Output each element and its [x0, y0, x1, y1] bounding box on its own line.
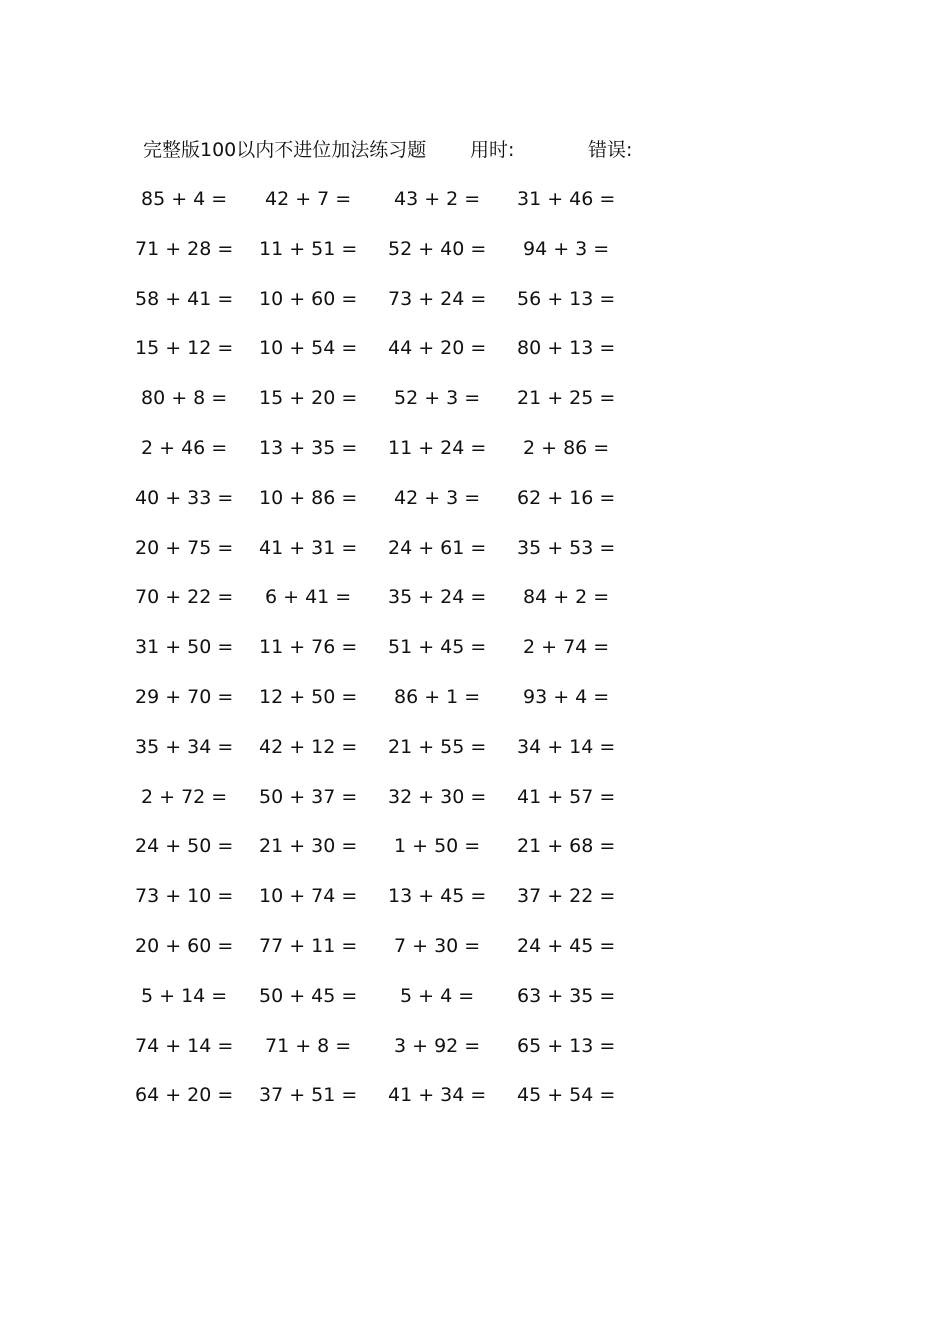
problem-cell: 10 + 86 =: [259, 486, 358, 509]
problem-cell: 13 + 45 =: [388, 885, 487, 908]
problem-cell: 52 + 40 =: [388, 237, 487, 260]
problem-cell: 12 + 50 =: [259, 685, 358, 708]
problem-cell: 85 + 4 =: [141, 188, 228, 210]
problem-cell: 41 + 31 =: [259, 536, 358, 559]
problem-cell: 42 + 3 =: [394, 486, 481, 509]
problem-cell: 24 + 50 =: [135, 835, 234, 858]
problem-row: [0, 534, 950, 584]
problem-cell: 3 + 92 =: [394, 1034, 481, 1057]
problem-cell: 37 + 51 =: [259, 1084, 358, 1107]
problem-cell: 32 + 30 =: [388, 785, 487, 808]
problem-cell: 13 + 35 =: [259, 436, 358, 459]
problem-cell: 35 + 53 =: [517, 536, 616, 559]
problem-cell: 15 + 20 =: [259, 387, 358, 410]
problem-cell: 20 + 75 =: [135, 536, 234, 559]
problem-cell: 58 + 41 =: [135, 287, 234, 310]
problem-row: [0, 484, 950, 534]
problem-cell: 11 + 51 =: [259, 237, 358, 260]
problem-cell: 84 + 2 =: [523, 586, 610, 609]
problem-cell: 2 + 72 =: [141, 785, 228, 808]
problem-cell: 21 + 55 =: [388, 735, 487, 758]
problem-cell: 52 + 3 =: [394, 387, 481, 410]
problem-cell: 65 + 13 =: [517, 1034, 616, 1057]
problem-cell: 50 + 37 =: [259, 785, 358, 808]
problem-cell: 73 + 10 =: [135, 885, 234, 908]
problem-row: [0, 783, 950, 833]
problem-row: [0, 434, 950, 484]
problem-row: [0, 832, 950, 882]
problem-row: [0, 185, 950, 235]
problem-row: [0, 1081, 950, 1131]
problem-cell: 1 + 50 =: [394, 835, 481, 858]
problem-cell: 35 + 34 =: [135, 735, 234, 758]
problem-cell: 11 + 76 =: [259, 636, 358, 659]
time-label: 用时:: [470, 139, 515, 161]
problem-cell: 41 + 34 =: [388, 1084, 487, 1107]
error-label: 错误:: [588, 139, 633, 161]
problem-cell: 21 + 68 =: [517, 835, 616, 858]
problem-cell: 29 + 70 =: [135, 685, 234, 708]
problem-cell: 63 + 35 =: [517, 984, 616, 1007]
problem-cell: 24 + 61 =: [388, 536, 487, 559]
problem-cell: 10 + 54 =: [259, 337, 358, 360]
problem-cell: 31 + 46 =: [517, 188, 616, 210]
problem-cell: 6 + 41 =: [265, 586, 352, 609]
problem-grid: [0, 185, 950, 1131]
problem-cell: 35 + 24 =: [388, 586, 487, 609]
problem-cell: 2 + 74 =: [523, 636, 610, 659]
problem-row: [0, 982, 950, 1032]
problem-cell: 50 + 45 =: [259, 984, 358, 1007]
problem-cell: 31 + 50 =: [135, 636, 234, 659]
problem-cell: 94 + 3 =: [523, 237, 610, 260]
problem-cell: 15 + 12 =: [135, 337, 234, 360]
problem-cell: 43 + 2 =: [394, 188, 481, 210]
problem-cell: 20 + 60 =: [135, 934, 234, 957]
problem-cell: 86 + 1 =: [394, 685, 481, 708]
problem-row: [0, 733, 950, 783]
problem-cell: 80 + 8 =: [141, 387, 228, 410]
problem-cell: 5 + 14 =: [141, 984, 228, 1007]
problem-cell: 80 + 13 =: [517, 337, 616, 360]
problem-cell: 42 + 7 =: [265, 188, 352, 210]
problem-cell: 71 + 28 =: [135, 237, 234, 260]
problem-cell: 21 + 30 =: [259, 835, 358, 858]
problem-cell: 42 + 12 =: [259, 735, 358, 758]
problem-cell: 37 + 22 =: [517, 885, 616, 908]
problem-cell: 74 + 14 =: [135, 1034, 234, 1057]
problem-cell: 71 + 8 =: [265, 1034, 352, 1057]
problem-cell: 44 + 20 =: [388, 337, 487, 360]
problem-cell: 73 + 24 =: [388, 287, 487, 310]
worksheet-title: 完整版100以内不进位加法练习题: [143, 139, 427, 161]
problem-cell: 10 + 60 =: [259, 287, 358, 310]
problem-row: [0, 285, 950, 335]
problem-row: [0, 683, 950, 733]
problem-cell: 34 + 14 =: [517, 735, 616, 758]
problem-cell: 5 + 4 =: [400, 984, 475, 1007]
problem-cell: 21 + 25 =: [517, 387, 616, 410]
problem-cell: 45 + 54 =: [517, 1084, 616, 1107]
problem-row: [0, 235, 950, 285]
problem-cell: 77 + 11 =: [259, 934, 358, 957]
problem-cell: 93 + 4 =: [523, 685, 610, 708]
problem-cell: 24 + 45 =: [517, 934, 616, 957]
problem-cell: 41 + 57 =: [517, 785, 616, 808]
problem-cell: 40 + 33 =: [135, 486, 234, 509]
problem-row: [0, 882, 950, 932]
problem-row: [0, 1032, 950, 1082]
problem-row: [0, 334, 950, 384]
problem-row: [0, 583, 950, 633]
problem-cell: 62 + 16 =: [517, 486, 616, 509]
problem-cell: 70 + 22 =: [135, 586, 234, 609]
problem-cell: 64 + 20 =: [135, 1084, 234, 1107]
problem-row: [0, 384, 950, 434]
problem-cell: 11 + 24 =: [388, 436, 487, 459]
problem-row: [0, 932, 950, 982]
problem-cell: 2 + 46 =: [141, 436, 228, 459]
problem-cell: 7 + 30 =: [394, 934, 481, 957]
problem-cell: 10 + 74 =: [259, 885, 358, 908]
problem-cell: 51 + 45 =: [388, 636, 487, 659]
problem-cell: 2 + 86 =: [523, 436, 610, 459]
problem-cell: 56 + 13 =: [517, 287, 616, 310]
problem-row: [0, 633, 950, 683]
